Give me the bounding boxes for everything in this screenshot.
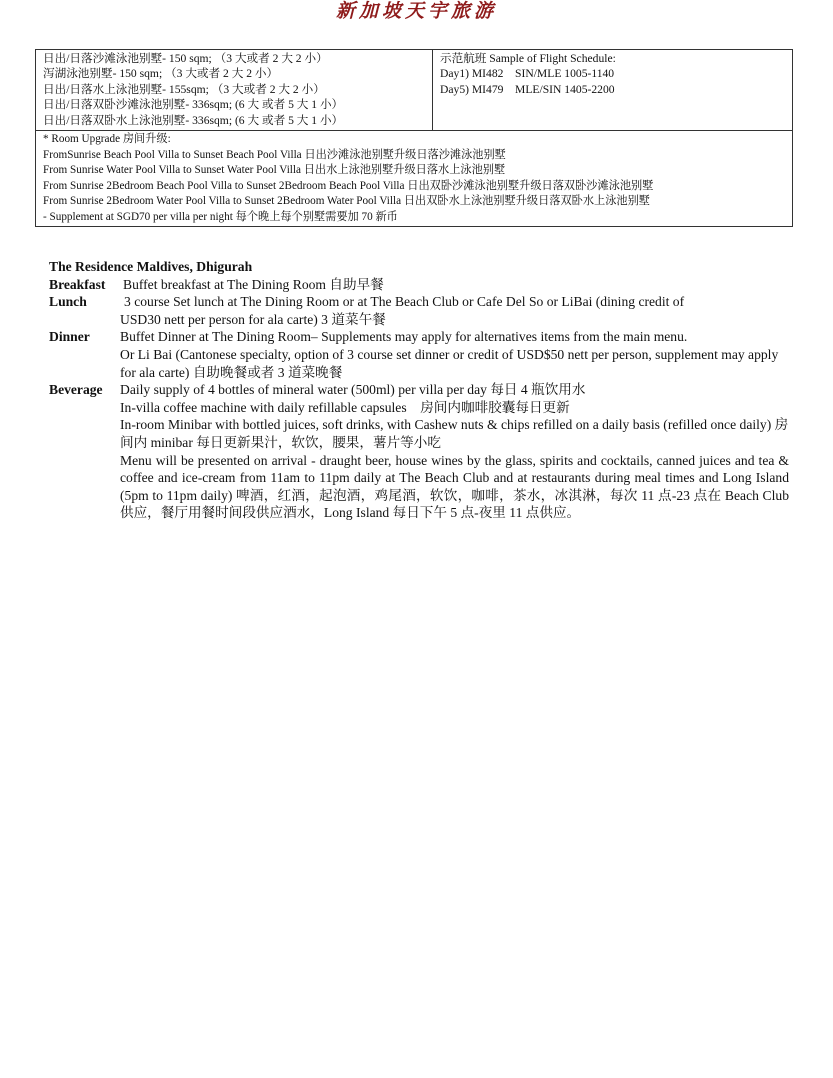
dinner-paragraph: Buffet Dinner at The Dining Room– Supplements may apply for alternatives items from the main menu.	[120, 329, 688, 345]
villa-type-line: 日出/日落双卧沙滩泳池别墅- 336sqm; (6 大 或者 5 大 1 小）	[43, 98, 344, 112]
flight-schedule-cell	[433, 50, 793, 131]
flight-line: Day5) MI479 MLE/SIN 1405-2200	[440, 82, 615, 96]
breakfast-label: Breakfast	[49, 276, 106, 292]
beverage-row	[49, 381, 789, 522]
upgrade-line: From Sunrise 2Bedroom Water Pool Villa to Sunset 2Bedroom Water Pool Villa 日出双卧水上泳池别墅升级日落双卧水上泳池别墅	[43, 195, 650, 208]
beverage-label: Beverage	[49, 382, 103, 398]
upgrade-supplement: - Supplement at SGD70 per villa per night 每个晚上每个别墅需要加 70 新币	[43, 211, 398, 223]
upgrade-title: * Room Upgrade 房间升级:	[43, 133, 171, 146]
dinner-text	[120, 328, 789, 381]
lunch-line: USD30 nett per person for ala carte) 3 道菜午餐	[120, 311, 386, 327]
villa-type-line: 日出/日落沙滩泳池别墅- 150 sqm; （3 大或者 2 大 2 小）	[43, 52, 328, 65]
brand-header: 新加坡天宇旅游	[335, 0, 497, 22]
lunch-row	[49, 293, 789, 328]
beverage-paragraph: Menu will be presented on arrival - draught beer, house wines by the glass, spirits and cocktails, canned juices and tea & coffee and ice-cream from 11am to 11pm daily at The Beach Club and at restaurants during meal times and Long Island (5pm to 11pm daily) 啤酒，红酒，起泡酒，鸡尾酒，软饮，咖啡，茶水，冰淇淋，每次 11 点-23 点在 Beach Club 供应，餐厅用餐时间段供应酒水，Long Island 每日下午 5 点-夜里 11 点供应。	[120, 452, 789, 521]
room-info-table	[35, 49, 793, 227]
dinner-paragraph: Or Li Bai (Cantonese specialty, option of 3 course set dinner or credit of USD$50 nett per person, supplement may apply for ala carte) 自助晚餐或者 3 道菜晚餐	[120, 346, 779, 380]
lunch-label: Lunch	[49, 294, 87, 310]
villa-type-line: 泻湖泳池别墅- 150 sqm; （3 大或者 2 大 2 小）	[43, 67, 279, 81]
dinner-label: Dinner	[49, 329, 90, 345]
upgrade-line: From Sunrise 2Bedroom Beach Pool Villa to Sunset 2Bedroom Beach Pool Villa 日出双卧沙滩泳池别墅升级日落双卧沙滩泳池别墅	[43, 179, 654, 192]
beverage-paragraph: Daily supply of 4 bottles of mineral water (500ml) per villa per day 每日 4 瓶饮用水	[120, 382, 586, 398]
breakfast-row	[49, 276, 789, 294]
lunch-line: 3 course Set lunch at The Dining Room or at The Beach Club or Cafe Del So or LiBai (dining credit of	[124, 294, 685, 310]
flight-schedule-title: 示范航班 Sample of Flight Schedule:	[440, 52, 616, 65]
room-upgrade-cell	[36, 131, 793, 227]
resort-title: The Residence Maldives, Dhigurah	[49, 259, 253, 274]
beverage-paragraph: In-room Minibar with bottled juices, soft drinks, with Cashew nuts & chips refilled on a daily basis (refilled once daily) 房间内 minibar 每日更新果汁，软饮，腰果，薯片等小吃	[120, 417, 789, 450]
beverage-text	[120, 381, 789, 522]
dinner-row	[49, 328, 789, 381]
upgrade-line: From Sunrise Water Pool Villa to Sunset Water Pool Villa 日出水上泳池别墅升级日落水上泳池别墅	[43, 164, 506, 177]
breakfast-text: Buffet breakfast at The Dining Room 自助早餐	[123, 276, 384, 292]
flight-line: Day1) MI482 SIN/MLE 1005-1140	[440, 67, 615, 81]
villa-type-line: 日出/日落双卧水上泳池别墅- 336sqm; (6 大 或者 5 大 1 小）	[43, 113, 344, 127]
upgrade-line: FromSunrise Beach Pool Villa to Sunset Beach Pool Villa 日出沙滩泳池别墅升级日落沙滩泳池别墅	[43, 148, 506, 161]
villa-type-line: 日出/日落水上泳池别墅- 155sqm; （3 大或者 2 大 2 小）	[43, 82, 325, 96]
beverage-paragraph: In-villa coffee machine with daily refillable capsules 房间内咖啡胶囊每日更新	[120, 399, 570, 415]
lunch-text	[120, 293, 789, 328]
resort-section	[49, 258, 789, 522]
villa-types-cell	[36, 50, 433, 131]
